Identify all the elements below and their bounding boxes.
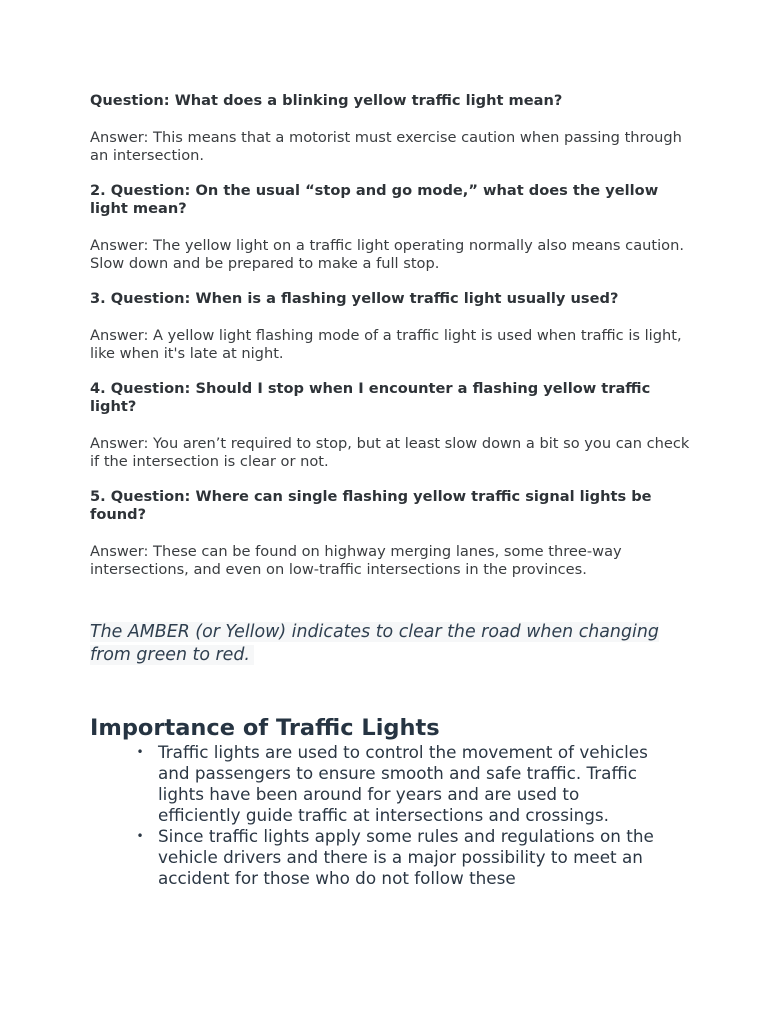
faq-question-2: 2. Question: On the usual “stop and go mode,” what does the yellow light mean? [90,182,659,217]
faq-answer-1: Answer: This means that a motorist must exercise caution when passing through an intersection. [90,129,682,164]
amber-quote-block [90,621,690,667]
faq-question-1: Question: What does a blinking yellow traffic light mean? [90,92,563,109]
bullet-icon: • [136,829,144,843]
bullet-text: Traffic lights are used to control the movement of vehicles and passengers to ensure smooth and safe traffic. Traffic lights have been around for years and are used to efficiently guide traffic at intersections and crossings. [158,742,648,825]
bullet-icon: • [136,745,144,759]
faq-question-5: 5. Question: Where can single flashing yellow traffic signal lights be found? [90,488,652,523]
faq-question-3: 3. Question: When is a flashing yellow traffic light usually used? [90,290,619,307]
list-item [134,826,662,889]
section-heading: Importance of Traffic Lights [90,715,440,741]
amber-quote: The AMBER (or Yellow) indicates to clear the road when changing from green to red. [90,622,659,665]
faq-question-4: 4. Question: Should I stop when I encounter a flashing yellow traffic light? [90,380,651,415]
faq-answer-3: Answer: A yellow light flashing mode of a traffic light is used when traffic is light, like when it's late at night. [90,327,682,362]
document-content [90,92,690,889]
faq-answer-4: Answer: You aren’t required to stop, but at least slow down a bit so you can check if the intersection is clear or not. [90,435,690,470]
list-item [134,742,662,826]
faq-answer-5: Answer: These can be found on highway merging lanes, some three-way intersections, and even on low-traffic intersections in the provinces. [90,543,622,578]
bullet-text: Since traffic lights apply some rules and regulations on the vehicle drivers and there is a major possibility to meet an accident for those who do not follow these [158,826,654,888]
faq-answer-2: Answer: The yellow light on a traffic light operating normally also means caution. Slow down and be prepared to make a full stop. [90,237,684,272]
importance-bullet-list [134,742,662,889]
